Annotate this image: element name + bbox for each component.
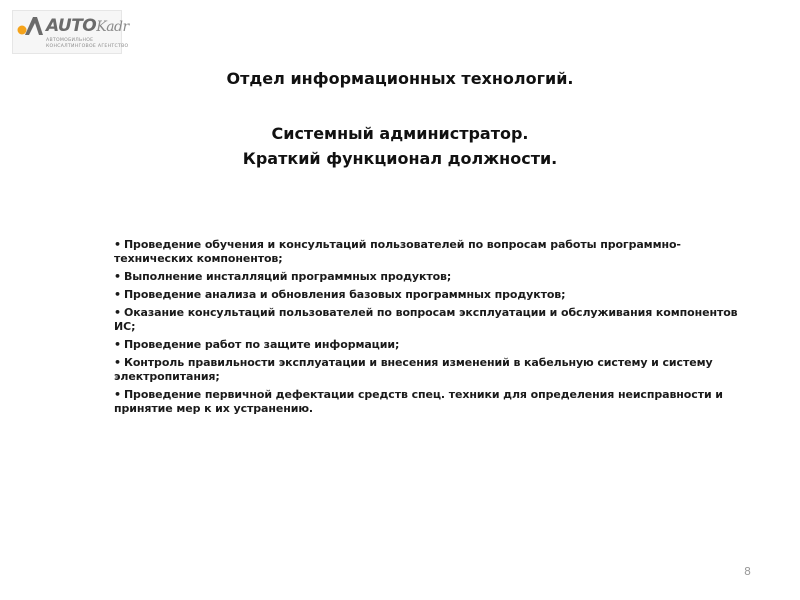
- duty-item: • Проведение анализа и обновления базовых программных продуктов;: [114, 288, 566, 301]
- department-title: Отдел информационных технологий.: [226, 69, 574, 88]
- duty-item: • Проведение работ по защите информации;: [114, 338, 400, 351]
- duties-list: [114, 238, 754, 420]
- bullet: •: [114, 338, 121, 351]
- bullet: •: [114, 238, 121, 251]
- logo-tagline-line2: КОНСАЛТИНГОВОЕ АГЕНТСТВО: [46, 44, 129, 49]
- bullet: •: [114, 270, 121, 283]
- page-number: 8: [744, 565, 751, 578]
- duty-item: • Контроль правильности эксплуатации и внесения изменений в кабельную систему и систему электропитания;: [114, 356, 713, 383]
- duty-item: • Проведение первичной дефектации средств спец. техники для определения неисправности и принятие мер к их устранению.: [114, 388, 723, 415]
- duty-item: • Оказание консультаций пользователей по вопросам эксплуатации и обслуживания компонентов ИС;: [114, 306, 738, 333]
- duty-item: • Проведение обучения и консультаций пользователей по вопросам работы программно-технических компонентов;: [114, 238, 681, 265]
- bullet: •: [114, 388, 121, 401]
- bullet: •: [114, 288, 121, 301]
- bullet: •: [114, 356, 121, 369]
- bullet: •: [114, 306, 121, 319]
- company-logo: [12, 10, 129, 54]
- logo-tagline-line1: АВТОМОБИЛЬНОЕ: [46, 38, 94, 43]
- functions-subtitle: Краткий функционал должности.: [242, 149, 558, 168]
- position-title: Системный администратор.: [271, 124, 529, 143]
- logo-wordmark: AUTOKadr: [46, 16, 129, 36]
- duty-item: • Выполнение инсталляций программных продуктов;: [114, 270, 452, 283]
